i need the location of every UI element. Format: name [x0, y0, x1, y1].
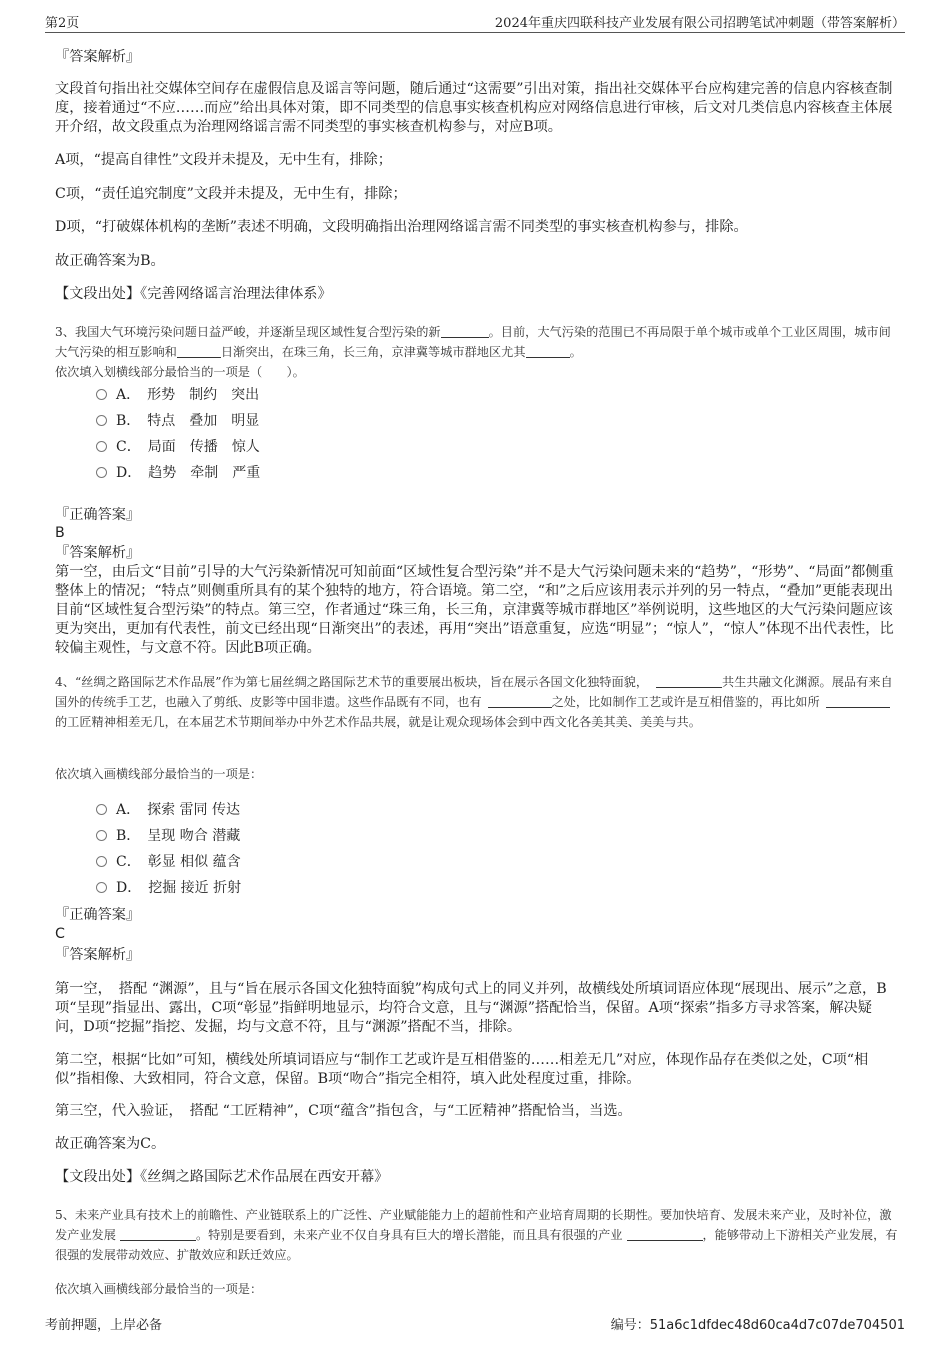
- q3-option-c[interactable]: C． 局面 传播 惊人: [96, 437, 260, 457]
- radio-icon[interactable]: [96, 441, 107, 452]
- q4-prompt: 依次填入画横线部分最恰当的一项是：: [55, 767, 263, 781]
- q3-prompt: 依次填入划横线部分最恰当的一项是（ ）。: [55, 365, 305, 379]
- blank-line: [826, 693, 890, 708]
- q4-answer: C: [55, 926, 65, 942]
- q3-analysis-label: 『答案解析』: [55, 545, 141, 561]
- page-header: [45, 10, 905, 33]
- document-title: 2024年重庆四联科技产业发展有限公司招聘笔试冲刺题（带答案解析）: [494, 16, 905, 31]
- blank-line: [120, 1226, 196, 1241]
- radio-icon[interactable]: [96, 856, 107, 867]
- radio-icon[interactable]: [96, 389, 107, 400]
- q4-analysis-label: 『答案解析』: [55, 947, 141, 963]
- q3-option-a[interactable]: A． 形势 制约 突出: [96, 385, 259, 405]
- q2-analysis-text: 文段首句指出社交媒体空间存在虚假信息及谣言等问题，随后通过“这需要”引出对策，指出社交媒体平台应构建完善的信息内容核查制度，接着通过“不应……而应”给出具体对策，即不同类型的信息事实核查机构应对网络信息进行审核，后文对几类信息内容核查主体展开介绍，故文段重点为治理网络谣言需不同类型的事实核查机构参与，对应B项。: [55, 81, 893, 135]
- radio-icon[interactable]: [96, 415, 107, 426]
- blank-line: [627, 1226, 703, 1241]
- blank-line: [177, 343, 221, 358]
- q4-option-b[interactable]: B． 呈现 吻合 潜藏: [96, 826, 240, 846]
- q4-analysis-para-2: 第二空，根据“比如”可知，横线处所填词语应与“制作工艺或许是互相借鉴的……相差无几”对应，体现作品存在类似之处，C项“相似”指相像、大致相同，符合文意，保留。B项“吻合”指完全相符，填入此处程度过重，排除。: [55, 1052, 869, 1087]
- q4-option-d[interactable]: D． 挖掘 接近 折射: [96, 878, 241, 898]
- blank-line: [488, 693, 552, 708]
- document-id: 编号：51a6c1dfdec48d60ca4d7c07de704501: [610, 1318, 905, 1333]
- radio-icon[interactable]: [96, 467, 107, 478]
- q4-source: 【文段出处】《丝绸之路国际艺术作品展在西安开幕》: [55, 1169, 389, 1185]
- q4-stem: 4、“丝绸之路国际艺术作品展”作为第七届丝绸之路国际艺术节的重要展出板块，旨在展示各国文化独特面貌， 共生共融文化渊源。展品有来自国外的传统手工艺，也融入了剪纸、皮影等中国非遗。这些作品既有不同，也有 之处，比如制作工艺或许是互相借鉴的，再比如所的工匠精神相差无几，在本届艺术节期间举办中外艺术作品共展，就是让观众现场体会到中西文化各美其美、美美与共。: [55, 675, 893, 729]
- q2-conclusion: 故正确答案为B。: [55, 253, 165, 269]
- q3-option-b[interactable]: B． 特点 叠加 明显: [96, 411, 259, 431]
- q4-conclusion: 故正确答案为C。: [55, 1136, 166, 1152]
- q4-analysis-para-1: 第一空， 搭配 “渊源”，且与“旨在展示各国文化独特面貌”构成句式上的同义并列，故横线处所填词语应体现“展现出、展示”之意，B项“呈现”指显出、露出，C项“彰显”指鲜明地显示，均符合文意，且与“渊源”搭配恰当，保留。A项“探索”指多方寻求答案，解决疑问，D项“挖掘”指挖、发掘，均与文意不符，且与“渊源”搭配不当，排除。: [55, 981, 887, 1035]
- q3-answer: B: [55, 525, 65, 541]
- q3-answer-label: 『正确答案』: [55, 507, 141, 523]
- blank-line: [656, 673, 722, 688]
- q2-option-d-analysis: D项，“打破媒体机构的垄断”表述不明确，文段明确指出治理网络谣言需不同类型的事实核查机构参与，排除。: [55, 219, 748, 235]
- q4-option-c[interactable]: C． 彰显 相似 蕴含: [96, 852, 241, 872]
- footer-slogan: 考前押题，上岸必备: [45, 1318, 163, 1333]
- q2-option-a-analysis: A项，“提高自律性”文段并未提及，无中生有，排除；: [55, 152, 392, 168]
- radio-icon[interactable]: [96, 830, 107, 841]
- q5-prompt: 依次填入画横线部分最恰当的一项是：: [55, 1282, 263, 1296]
- q4-option-a[interactable]: A． 探索 雷同 传达: [96, 800, 240, 820]
- page-number: 第2页: [45, 16, 80, 31]
- radio-icon[interactable]: [96, 882, 107, 893]
- q3-analysis-text: 第一空，由后文“目前”引导的大气污染新情况可知前面“区域性复合型污染”并不是大气污染问题未来的“趋势”，“形势”、“局面”都侧重整体上的情况；“特点”则侧重所具有的某个独特的地方，符合语境。第二空，“和”之后应该用表示并列的另一特点，“叠加”更能表现出目前“区域性复合型污染”的特点。第三空，作者通过“珠三角，长三角，京津冀等城市群地区”举例说明，这些地区的大气污染问题应该更为突出，更加有代表性，前文已经出现“日渐突出”的表述，再用“突出”语意重复，应选“明显”；“惊人”，“惊人”体现不出代表性，比较偏主观性，与文意不符。因此B项正确。: [55, 564, 894, 656]
- q4-answer-label: 『正确答案』: [55, 907, 141, 923]
- q2-option-c-analysis: C项，“责任追究制度”文段并未提及，无中生有，排除；: [55, 186, 407, 202]
- q2-source: 【文段出处】《完善网络谣言治理法律体系》: [55, 286, 332, 302]
- q5-stem: 5、未来产业具有技术上的前瞻性、产业链联系上的广泛性、产业赋能能力上的超前性和产业培育周期的长期性。要加快培育、发展未来产业，及时补位，激发产业发展 。特别是要看到，未来产业不仅自身具有巨大的增长潜能，而且具有很强的产业 ，能够带动上下游相关产业发展，有很强的发展带动效应、扩散效应和跃迁效应。: [55, 1208, 898, 1262]
- blank-line: [441, 323, 489, 338]
- radio-icon[interactable]: [96, 804, 107, 815]
- q3-stem: 3、我国大气环境污染问题日益严峻，并逐渐呈现区域性复合型污染的新 。目前，大气污染的范围已不再局限于单个城市或单个工业区周围，城市间大气污染的相互影响和 日渐突出，在珠三角，长三角，京津冀等城市群地区尤其 。: [55, 325, 891, 359]
- q3-option-d[interactable]: D． 趋势 牵制 严重: [96, 463, 260, 483]
- q2-analysis-label: 『答案解析』: [55, 49, 141, 65]
- blank-line: [526, 343, 570, 358]
- q4-analysis-para-3: 第三空，代入验证， 搭配 “工匠精神”，C项“蕴含”指包含，与“工匠精神”搭配恰当，当选。: [55, 1103, 632, 1119]
